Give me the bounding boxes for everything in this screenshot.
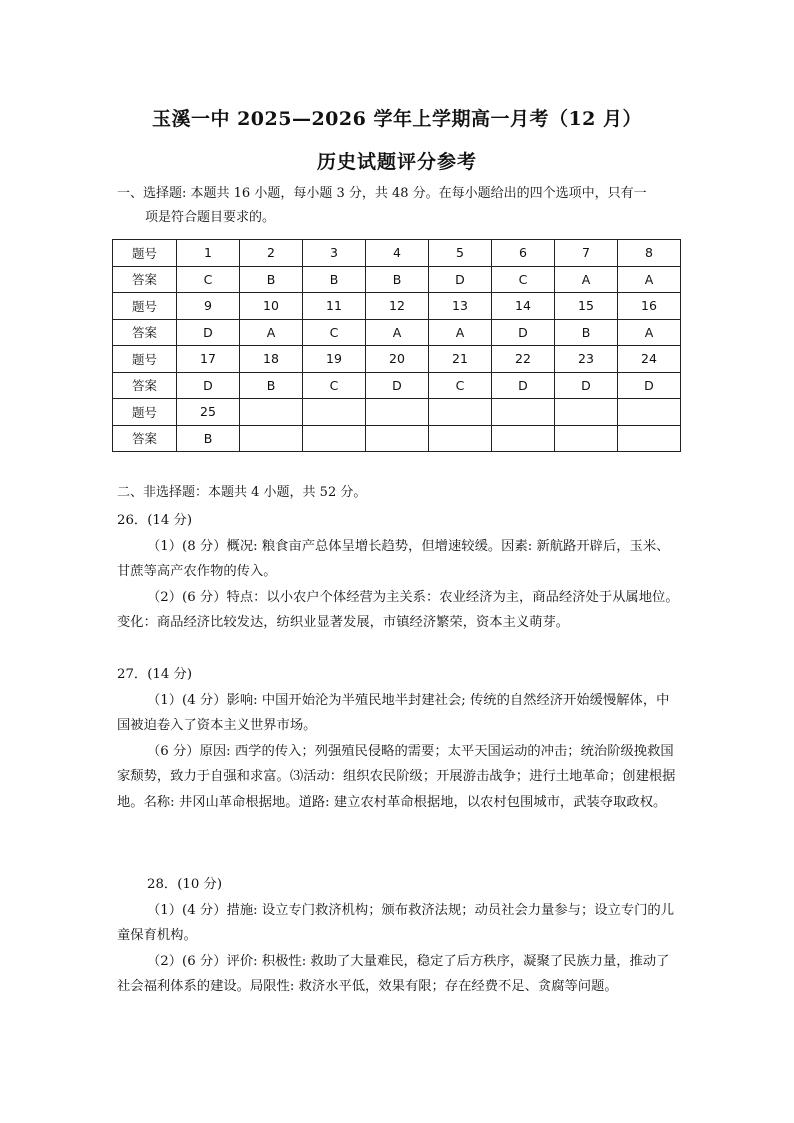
answer-label: 答案: [113, 372, 177, 399]
answer-cell: [492, 425, 555, 452]
question-number-cell: 21: [429, 346, 492, 373]
question-number-cell: 24: [618, 346, 681, 373]
question-number-row: [113, 399, 681, 426]
answer-cell: A: [618, 319, 681, 346]
answer-cell: B: [555, 319, 618, 346]
question-number-row: [113, 240, 681, 267]
answer-cell: A: [429, 319, 492, 346]
question-number-cell: 20: [366, 346, 429, 373]
question-27: [117, 662, 679, 815]
question-28-head: 28．(10 分): [147, 877, 223, 892]
question-number-cell: 11: [303, 293, 366, 320]
question-number-cell: 23: [555, 346, 618, 373]
question-27-part1: （1）(4 分）影响: 中国开始沦为半殖民地半封建社会; 传统的自然经济开始缓慢解体，中国被迫卷入了资本主义世界市场。: [117, 692, 670, 733]
answer-cell: A: [555, 266, 618, 293]
answer-cell: [618, 425, 681, 452]
answer-cell: B: [177, 425, 240, 452]
question-number-row: [113, 293, 681, 320]
answer-cell: D: [618, 372, 681, 399]
question-27-head: 27．(14 分): [117, 667, 193, 682]
question-26: [117, 508, 679, 636]
question-number-cell: [555, 399, 618, 426]
answer-label: 答案: [113, 425, 177, 452]
question-number-cell: 6: [492, 240, 555, 267]
answer-cell: C: [303, 372, 366, 399]
answer-row: [113, 425, 681, 452]
answer-cell: [240, 425, 303, 452]
question-number-cell: [303, 399, 366, 426]
question-number-cell: 19: [303, 346, 366, 373]
question-number-label: 题号: [113, 293, 177, 320]
answer-cell: D: [177, 372, 240, 399]
answer-cell: D: [492, 319, 555, 346]
question-number-cell: [366, 399, 429, 426]
question-number-row: [113, 346, 681, 373]
question-28-part2: （2）(6 分）评价: 积极性: 救助了大量难民，稳定了后方秩序，凝聚了民族力量，推动了社会福利体系的建设。局限性: 救济水平低，效果有限；存在经费不足、贪腐等问题。: [117, 953, 670, 994]
document-subtitle: 历史试题评分参考: [316, 151, 477, 173]
answer-cell: D: [492, 372, 555, 399]
answer-row: [113, 372, 681, 399]
answer-row: [113, 319, 681, 346]
answer-cell: D: [177, 319, 240, 346]
answer-cell: A: [240, 319, 303, 346]
question-number-cell: 8: [618, 240, 681, 267]
answer-cell: B: [303, 266, 366, 293]
question-number-cell: 12: [366, 293, 429, 320]
answer-table: [112, 239, 681, 452]
question-26-part2: （2）(6 分）特点：以小农户个体经营为主关系：农业经济为主，商品经济处于从属地位。变化：商品经济比较发达，纺织业显著发展，市镇经济繁荣，资本主义萌芽。: [117, 589, 679, 630]
question-number-cell: 3: [303, 240, 366, 267]
answer-cell: B: [366, 266, 429, 293]
question-number-cell: [492, 399, 555, 426]
answer-cell: B: [240, 372, 303, 399]
question-number-cell: 14: [492, 293, 555, 320]
answer-cell: A: [366, 319, 429, 346]
answer-cell: D: [555, 372, 618, 399]
question-27-part2: （6 分）原因: 西学的传入；列强殖民侵略的需要；太平天国运动的冲击；统治阶级挽救国家颓势，致力于自强和求富。⑶活动：组织农民阶级；开展游击战争；进行土地革命；创建根据地。名称: 井冈山革命根据地。道路: 建立农村革命根据地，以农村包围城市，武装夺取政权。: [117, 743, 676, 810]
section-one-line1: 一、选择题: 本题共 16 小题，每小题 3 分，共 48 分。在每小题给出的四个选项中，只有一: [117, 186, 647, 201]
answer-cell: D: [366, 372, 429, 399]
question-number-label: 题号: [113, 240, 177, 267]
question-number-cell: 15: [555, 293, 618, 320]
answer-cell: C: [177, 266, 240, 293]
answer-cell: C: [492, 266, 555, 293]
question-number-cell: 13: [429, 293, 492, 320]
question-number-cell: 4: [366, 240, 429, 267]
answer-cell: C: [303, 319, 366, 346]
question-28: [117, 872, 679, 1000]
question-26-part1: （1）(8 分）概况: 粮食亩产总体呈增长趋势，但增速较缓。因素: 新航路开辟后，玉米、甘蔗等高产农作物的传入。: [117, 538, 670, 579]
section-one-line2: 项是符合题目要求的。: [145, 210, 276, 225]
question-number-cell: 9: [177, 293, 240, 320]
question-28-part1: （1）(4 分）措施: 设立专门救济机构；颁布救济法规；动员社会力量参与；设立专门的儿童保育机构。: [117, 902, 675, 943]
document-title: 玉溪一中 2025—2026 学年上学期高一月考（12 月）: [151, 108, 643, 130]
answer-cell: A: [618, 266, 681, 293]
answer-cell: [429, 425, 492, 452]
answer-label: 答案: [113, 319, 177, 346]
question-number-cell: 18: [240, 346, 303, 373]
question-number-cell: 7: [555, 240, 618, 267]
question-number-cell: 10: [240, 293, 303, 320]
answer-cell: [303, 425, 366, 452]
question-26-head: 26．(14 分): [117, 513, 193, 528]
question-number-cell: 17: [177, 346, 240, 373]
question-number-cell: 25: [177, 399, 240, 426]
answer-cell: [555, 425, 618, 452]
answer-label: 答案: [113, 266, 177, 293]
answer-cell: [366, 425, 429, 452]
section-one-instructions: [117, 182, 687, 230]
answer-cell: B: [240, 266, 303, 293]
question-number-cell: 5: [429, 240, 492, 267]
question-number-cell: [618, 399, 681, 426]
question-number-cell: 1: [177, 240, 240, 267]
question-number-cell: 22: [492, 346, 555, 373]
question-number-cell: [240, 399, 303, 426]
answer-cell: D: [429, 266, 492, 293]
answer-cell: C: [429, 372, 492, 399]
question-number-label: 题号: [113, 399, 177, 426]
question-number-cell: [429, 399, 492, 426]
question-number-cell: 2: [240, 240, 303, 267]
answer-row: [113, 266, 681, 293]
section-two-heading: 二、非选择题：本题共 4 小题，共 52 分。: [117, 485, 367, 500]
question-number-cell: 16: [618, 293, 681, 320]
question-number-label: 题号: [113, 346, 177, 373]
